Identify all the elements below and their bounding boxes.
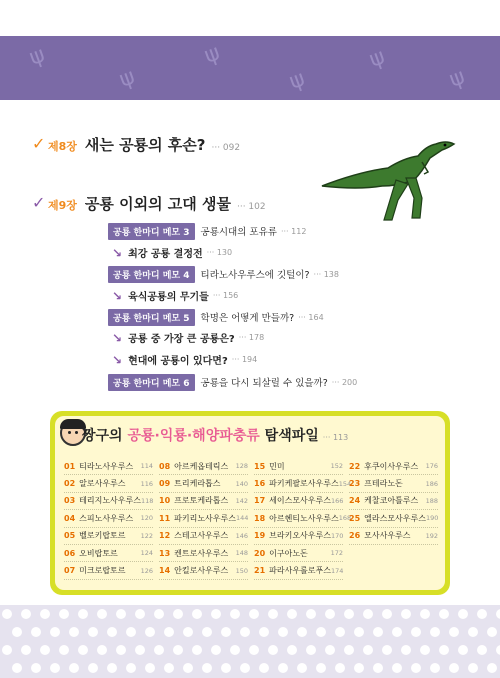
memo-badge: 공룡 한마디 메모 4 bbox=[108, 266, 195, 283]
pattern-dot bbox=[487, 627, 497, 637]
arrow-icon: ↘ bbox=[112, 288, 123, 303]
list-item: 13 켄트로사우루스 148 bbox=[159, 545, 248, 562]
pattern-dot bbox=[183, 627, 193, 637]
memo-item bbox=[108, 374, 357, 390]
list-item: 02 알로사우루스 116 bbox=[64, 475, 153, 492]
pattern-dot bbox=[31, 663, 41, 673]
pattern-dot bbox=[363, 609, 373, 619]
pattern-dot bbox=[40, 609, 50, 619]
pattern-dot bbox=[40, 645, 50, 655]
item-page: ··· 130 bbox=[206, 248, 233, 257]
item-page: ··· 200 bbox=[331, 377, 358, 387]
pattern-dot bbox=[259, 663, 269, 673]
item-page: ··· 138 bbox=[313, 269, 339, 279]
header-band bbox=[0, 36, 500, 100]
pattern-dot bbox=[192, 609, 202, 619]
pattern-dot bbox=[21, 645, 31, 655]
pattern-dot bbox=[173, 645, 183, 655]
pattern-dot bbox=[2, 645, 12, 655]
chapter-page: ··· 102 bbox=[236, 202, 266, 212]
pattern-dot bbox=[382, 645, 392, 655]
pattern-dot bbox=[297, 663, 307, 673]
sub-item bbox=[112, 245, 232, 260]
arrow-icon: ↘ bbox=[112, 330, 123, 345]
arrow-icon: ↘ bbox=[112, 245, 123, 260]
item-page: ··· 112 bbox=[280, 226, 307, 236]
pattern-dot bbox=[183, 663, 193, 673]
pattern-dot bbox=[287, 645, 297, 655]
item-title: 육식공룡의 무기들 bbox=[128, 292, 209, 303]
pattern-dot bbox=[135, 645, 145, 655]
list-item: 15 민미 152 bbox=[254, 458, 343, 475]
pattern-dot bbox=[192, 645, 202, 655]
list-item: 01 티라노사우루스 114 bbox=[64, 458, 153, 475]
pattern-dot bbox=[164, 627, 174, 637]
item-title: 공룡시대의 포유류 bbox=[200, 227, 277, 238]
pattern-dot bbox=[344, 645, 354, 655]
pattern-dot bbox=[373, 663, 383, 673]
list-item: 06 오비랍토르 124 bbox=[64, 545, 153, 562]
pattern-dot bbox=[354, 627, 364, 637]
footprint-icon: ψ bbox=[366, 44, 389, 73]
pattern-dot bbox=[116, 645, 126, 655]
pattern-dot bbox=[211, 609, 221, 619]
pattern-dot bbox=[78, 645, 88, 655]
pattern-dot bbox=[211, 645, 221, 655]
list-item: 22 후쿠이사우루스 176 bbox=[349, 458, 438, 475]
pattern-dot bbox=[88, 663, 98, 673]
pattern-dot bbox=[221, 627, 231, 637]
pattern-dot bbox=[116, 609, 126, 619]
pattern-dot bbox=[221, 663, 231, 673]
footprint-icon: ψ bbox=[446, 64, 469, 93]
list-item: 23 프테라노돈 186 bbox=[349, 475, 438, 492]
pattern-dot bbox=[21, 609, 31, 619]
pattern-dot bbox=[306, 645, 316, 655]
sub-item bbox=[112, 330, 264, 345]
list-item: 05 벨로키랍토르 122 bbox=[64, 528, 153, 545]
pattern-dot bbox=[420, 609, 430, 619]
entry-grid bbox=[64, 458, 444, 580]
pattern-dot bbox=[145, 663, 155, 673]
pattern-dot bbox=[50, 627, 60, 637]
list-item: 18 아르헨티노사우루스 168 bbox=[254, 510, 343, 527]
list-item: 14 안킬로사우루스 150 bbox=[159, 562, 248, 579]
list-item: 12 스테고사우루스 146 bbox=[159, 528, 248, 545]
memo-item bbox=[108, 309, 324, 325]
pattern-dot bbox=[249, 645, 259, 655]
pattern-dot bbox=[59, 609, 69, 619]
pattern-dot bbox=[278, 627, 288, 637]
pattern-dot bbox=[240, 627, 250, 637]
pattern-dot bbox=[69, 663, 79, 673]
pattern-dot bbox=[449, 663, 459, 673]
pattern-dot bbox=[373, 627, 383, 637]
footprint-icon: ψ bbox=[201, 40, 224, 69]
pattern-dot bbox=[496, 645, 500, 655]
pattern-dot bbox=[335, 663, 345, 673]
pattern-dot bbox=[126, 627, 136, 637]
pattern-dot bbox=[439, 609, 449, 619]
pattern-dot bbox=[411, 663, 421, 673]
pattern-dot bbox=[458, 645, 468, 655]
pattern-dot bbox=[12, 663, 22, 673]
list-item: 08 아르케옵테릭스 128 bbox=[159, 458, 248, 475]
item-title: 최강 공룡 결정전 bbox=[128, 249, 203, 260]
footer-dot-pattern bbox=[0, 605, 500, 678]
pattern-dot bbox=[316, 663, 326, 673]
pattern-dot bbox=[12, 627, 22, 637]
pattern-dot bbox=[202, 663, 212, 673]
item-title: 현대에 공룡이 있다면? bbox=[128, 356, 228, 367]
footprint-icon: ψ bbox=[116, 64, 139, 93]
pattern-dot bbox=[468, 663, 478, 673]
pattern-dot bbox=[401, 645, 411, 655]
pattern-dot bbox=[154, 609, 164, 619]
pattern-dot bbox=[354, 663, 364, 673]
pattern-dot bbox=[420, 645, 430, 655]
check-icon: ✓ bbox=[32, 134, 46, 153]
chapter-8 bbox=[48, 134, 240, 155]
pattern-dot bbox=[88, 627, 98, 637]
pattern-dot bbox=[363, 645, 373, 655]
pattern-dot bbox=[97, 609, 107, 619]
pattern-dot bbox=[230, 645, 240, 655]
list-item: 10 프로토케라톱스 142 bbox=[159, 493, 248, 510]
pattern-dot bbox=[487, 663, 497, 673]
pattern-dot bbox=[382, 609, 392, 619]
chapter-title: 공룡 이외의 고대 생물 bbox=[84, 195, 231, 213]
pattern-dot bbox=[230, 609, 240, 619]
list-item: 24 케찰코아틀루스 188 bbox=[349, 493, 438, 510]
pattern-dot bbox=[259, 627, 269, 637]
pattern-dot bbox=[50, 663, 60, 673]
list-item: 19 브라키오사우루스 170 bbox=[254, 528, 343, 545]
chapter-number: 제9장 bbox=[48, 199, 77, 212]
chapter-page: ··· 092 bbox=[211, 143, 241, 153]
chapter-number: 제8장 bbox=[48, 140, 77, 153]
list-item: 03 테리지노사우루스 118 bbox=[64, 493, 153, 510]
memo-badge: 공룡 한마디 메모 3 bbox=[108, 223, 195, 240]
pattern-dot bbox=[344, 609, 354, 619]
item-page: ··· 164 bbox=[298, 312, 324, 322]
memo-badge: 공룡 한마디 메모 6 bbox=[108, 374, 195, 391]
list-item: 17 세이스모사우루스 166 bbox=[254, 493, 343, 510]
sub-item bbox=[112, 288, 238, 303]
pattern-dot bbox=[411, 627, 421, 637]
pattern-dot bbox=[392, 627, 402, 637]
pattern-dot bbox=[249, 609, 259, 619]
footprint-icon: ψ bbox=[26, 42, 49, 71]
list-item: 16 파키케팔로사우루스 154 bbox=[254, 475, 343, 492]
pattern-dot bbox=[31, 627, 41, 637]
pattern-dot bbox=[145, 627, 155, 637]
pattern-dot bbox=[325, 645, 335, 655]
pattern-dot bbox=[268, 609, 278, 619]
list-item: 07 미크로랍토르 126 bbox=[64, 562, 153, 579]
footprint-icon: ψ bbox=[286, 66, 309, 95]
list-item: 21 파라사우롤로푸스 174 bbox=[254, 562, 343, 579]
item-page: ··· 194 bbox=[231, 355, 258, 364]
pattern-dot bbox=[164, 663, 174, 673]
pattern-dot bbox=[306, 609, 316, 619]
pattern-dot bbox=[135, 609, 145, 619]
pattern-dot bbox=[496, 609, 500, 619]
sub-item bbox=[112, 352, 257, 367]
pattern-dot bbox=[297, 627, 307, 637]
item-page: ··· 156 bbox=[212, 291, 239, 300]
pattern-dot bbox=[107, 663, 117, 673]
pattern-dot bbox=[458, 609, 468, 619]
pattern-dot bbox=[154, 645, 164, 655]
pattern-dot bbox=[392, 663, 402, 673]
chapter-title: 새는 공룡의 후손? bbox=[84, 136, 206, 154]
dinosaur-illustration bbox=[318, 128, 468, 228]
pattern-dot bbox=[107, 627, 117, 637]
pattern-dot bbox=[69, 627, 79, 637]
pattern-dot bbox=[202, 627, 212, 637]
pattern-dot bbox=[268, 645, 278, 655]
item-title: 티라노사우루스에 깃털이? bbox=[200, 270, 310, 281]
list-item: 20 이구아노돈 172 bbox=[254, 545, 343, 562]
pattern-dot bbox=[78, 609, 88, 619]
pattern-dot bbox=[325, 609, 335, 619]
memo-item bbox=[108, 223, 306, 239]
file-title: 짱구의 공룡·익룡·해양파충류 탐색파일 ··· 113 bbox=[82, 428, 349, 444]
pattern-dot bbox=[477, 645, 487, 655]
item-page: ··· 178 bbox=[238, 333, 265, 342]
pattern-dot bbox=[173, 609, 183, 619]
pattern-dot bbox=[439, 645, 449, 655]
list-item: 26 모사사우루스 192 bbox=[349, 528, 438, 545]
pattern-dot bbox=[316, 627, 326, 637]
pattern-dot bbox=[278, 663, 288, 673]
item-title: 공룡을 다시 되살릴 수 있을까? bbox=[200, 378, 328, 389]
pattern-dot bbox=[97, 645, 107, 655]
pattern-dot bbox=[401, 609, 411, 619]
item-title: 학명은 어떻게 만들까? bbox=[200, 313, 295, 324]
memo-item bbox=[108, 266, 339, 282]
chapter-9 bbox=[48, 193, 266, 214]
pattern-dot bbox=[2, 609, 12, 619]
pattern-dot bbox=[287, 609, 297, 619]
item-title: 공룡 중 가장 큰 공룡은? bbox=[128, 334, 235, 345]
memo-badge: 공룡 한마디 메모 5 bbox=[108, 309, 195, 326]
pattern-dot bbox=[430, 663, 440, 673]
list-item: 25 엘라스모사우루스 190 bbox=[349, 510, 438, 527]
list-item: 11 파키리노사우루스 144 bbox=[159, 510, 248, 527]
pattern-dot bbox=[126, 663, 136, 673]
check-icon: ✓ bbox=[32, 193, 46, 212]
pattern-dot bbox=[477, 609, 487, 619]
pattern-dot bbox=[430, 627, 440, 637]
list-item: 04 스피노사우루스 120 bbox=[64, 510, 153, 527]
list-item: 09 트리케라톱스 140 bbox=[159, 475, 248, 492]
arrow-icon: ↘ bbox=[112, 352, 123, 367]
pattern-dot bbox=[59, 645, 69, 655]
pattern-dot bbox=[468, 627, 478, 637]
pattern-dot bbox=[240, 663, 250, 673]
pattern-dot bbox=[449, 627, 459, 637]
pattern-dot bbox=[335, 627, 345, 637]
